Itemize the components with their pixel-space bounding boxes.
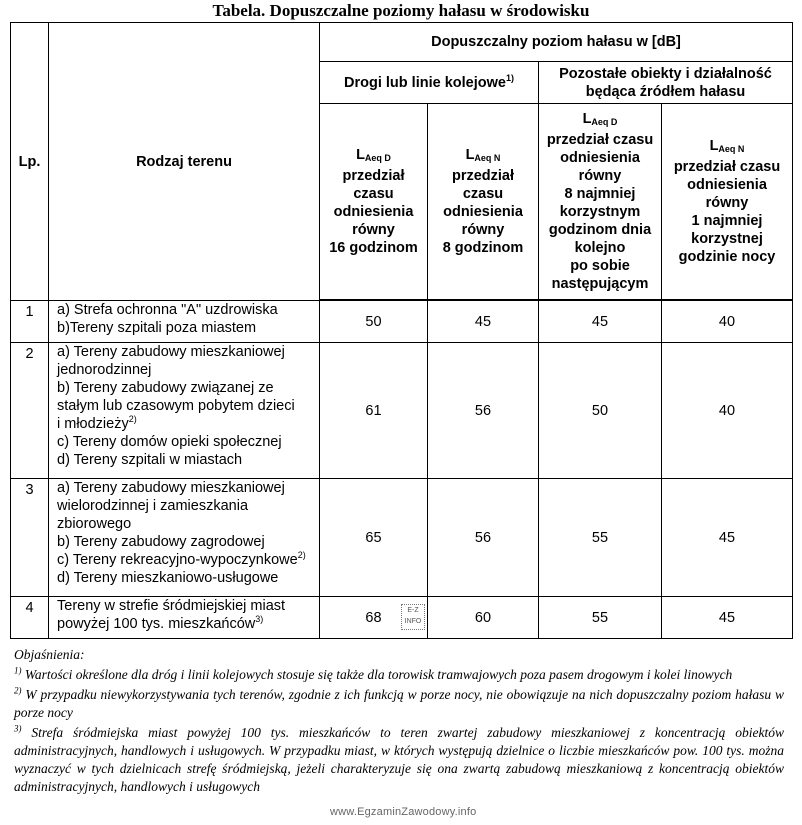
terrain-text: a) Tereny zabudowy mieszkaniowej xyxy=(57,480,285,496)
table-row xyxy=(11,343,793,479)
noise-value: 45 xyxy=(428,301,539,343)
footnote-ref: 1) xyxy=(505,72,514,83)
header-pozostale xyxy=(539,62,793,104)
table-row xyxy=(11,301,793,343)
terrain-line xyxy=(57,361,316,379)
terrain-line xyxy=(57,397,316,415)
footnote-2-text: W przypadku niewykorzystywania tych terenów, zgodnie z ich funkcją w porze nocy, nie obowiązuje na nich dopuszczalny poziom hałasu w porze nocy xyxy=(14,687,784,720)
header-col-laeqn-1-najmniej xyxy=(662,104,793,300)
header-col-line: godzinie nocy xyxy=(678,249,776,265)
header-rodzaj-terenu: Rodzaj terenu xyxy=(49,23,320,301)
level-symbol-letter: L xyxy=(709,138,719,154)
terrain-line xyxy=(57,569,316,587)
header-dopuszczalny-poziom: Dopuszczalny poziom hałasu w [dB] xyxy=(320,23,793,62)
terrain-text: d) Tereny mieszkaniowo-usługowe xyxy=(57,570,279,586)
header-col-line: równy xyxy=(578,168,622,184)
header-col-line: odniesienia xyxy=(333,204,414,220)
header-pozostale-line: Pozostałe obiekty i działalność xyxy=(559,65,772,82)
qr-code-mark xyxy=(401,604,425,630)
terrain-text: Tereny w strefie śródmiejskiej miast xyxy=(57,598,286,614)
footnote-ref: 2) xyxy=(128,414,137,425)
terrain-text: a) Tereny zabudowy mieszkaniowej xyxy=(57,344,285,360)
terrain-line xyxy=(57,343,316,361)
noise-value: 68 xyxy=(320,597,428,639)
terrain-text: b)Tereny szpitali poza miastem xyxy=(57,320,257,336)
row-lp: 3 xyxy=(11,479,49,597)
header-drogi-label: Drogi lub linie kolejowe xyxy=(344,74,506,91)
header-col-line: następującym xyxy=(551,276,649,292)
level-symbol-letter: L xyxy=(356,147,365,163)
header-col-line: kolejno xyxy=(574,240,626,256)
footnote-1 xyxy=(14,666,784,684)
row-rodzaj-terenu xyxy=(49,597,320,639)
terrain-line xyxy=(57,533,316,551)
noise-value: 50 xyxy=(320,301,428,343)
terrain-line xyxy=(57,497,316,515)
qr-text: E-Z xyxy=(407,607,419,614)
row-rodzaj-terenu xyxy=(49,301,320,343)
terrain-text: c) Tereny rekreacyjno-wypoczynkowe xyxy=(57,552,298,568)
level-symbol-letter: L xyxy=(465,147,475,163)
noise-value: 55 xyxy=(539,479,662,597)
row-rodzaj-terenu xyxy=(49,343,320,479)
footnote-3-mark: 3) xyxy=(14,723,22,734)
terrain-text: a) Strefa ochronna "A" uzdrowiska xyxy=(57,302,278,318)
terrain-line xyxy=(57,379,316,397)
header-col-line: przedział czasu xyxy=(546,132,654,148)
header-col-laeqd-8-najmniej xyxy=(539,104,662,300)
explanations-heading: Objaśnienia: xyxy=(14,647,85,662)
noise-value: 45 xyxy=(662,479,793,597)
header-col-line: równy xyxy=(705,195,749,211)
noise-value: 45 xyxy=(539,301,662,343)
terrain-line xyxy=(57,615,316,633)
header-col-line: korzystnej xyxy=(691,231,763,247)
noise-value: 65 xyxy=(320,479,428,597)
terrain-line xyxy=(57,597,316,615)
header-col-laeqn-8h xyxy=(428,104,539,300)
footnote-ref: 3) xyxy=(255,614,264,625)
terrain-text: jednorodzinnej xyxy=(57,362,152,378)
noise-value: 56 xyxy=(428,479,539,597)
terrain-text: b) Tereny zabudowy zagrodowej xyxy=(57,534,265,550)
header-col-line: 1 najmniej xyxy=(691,213,763,229)
terrain-text: stałym lub czasowym pobytem dzieci xyxy=(57,398,295,414)
level-symbol xyxy=(323,146,424,167)
terrain-text: powyżej 100 tys. mieszkańców xyxy=(57,616,256,632)
qr-text: INFO xyxy=(404,618,422,625)
noise-value: 61 xyxy=(320,343,428,479)
header-col-line: odniesienia xyxy=(687,177,767,193)
watermark: www.EgzaminZawodowy.info xyxy=(330,806,477,818)
row-lp: 1 xyxy=(11,301,49,343)
level-symbol xyxy=(542,110,658,131)
footnote-1-mark: 1) xyxy=(14,665,22,676)
terrain-text: i młodzieży xyxy=(57,416,129,432)
noise-value: 45 xyxy=(662,597,793,639)
noise-value: 40 xyxy=(662,301,793,343)
header-col-line: 8 godzinom xyxy=(442,240,524,256)
level-symbol-subscript: Aeq D xyxy=(364,153,391,163)
level-symbol-subscript: Aeq D xyxy=(591,117,618,127)
header-drogi xyxy=(320,62,539,104)
footnote-ref: 2) xyxy=(297,550,306,561)
noise-value: 60 xyxy=(428,597,539,639)
header-col-line: czasu xyxy=(462,186,504,202)
noise-value: 55 xyxy=(539,597,662,639)
noise-value: 50 xyxy=(539,343,662,479)
noise-value: 56 xyxy=(428,343,539,479)
level-symbol-letter: L xyxy=(582,111,592,127)
terrain-line xyxy=(57,415,316,433)
table-title: Tabela. Dopuszczalne poziomy hałasu w środowisku xyxy=(212,1,590,20)
header-col-line: równy xyxy=(352,222,395,238)
terrain-text: wielorodzinnej i zamieszkania xyxy=(57,498,249,514)
header-col-line: odniesienia xyxy=(443,204,523,220)
terrain-line xyxy=(57,433,316,451)
table-row xyxy=(11,479,793,597)
terrain-text: d) Tereny szpitali w miastach xyxy=(57,452,243,468)
footnote-3 xyxy=(14,724,784,796)
header-lp: Lp. xyxy=(11,23,49,301)
terrain-text: b) Tereny zabudowy związanej ze xyxy=(57,380,274,396)
row-rodzaj-terenu xyxy=(49,479,320,597)
terrain-text: zbiorowego xyxy=(57,516,132,532)
header-col-line: przedział czasu xyxy=(673,159,781,175)
terrain-line xyxy=(57,319,316,337)
level-symbol-subscript: Aeq N xyxy=(718,144,745,154)
header-col-line: godzinom dnia xyxy=(548,222,652,238)
row-lp: 4 xyxy=(11,597,49,639)
level-symbol xyxy=(431,146,535,167)
footnote-3-text: Strefa śródmiejska miast powyżej 100 tys. mieszkańców to teren zwartej zabudowy mieszkaniowej z koncentracją obiektów administracyjnych, handlowych i usługowych. W przypadku miast, w których występują dzielnice o liczbie mieszkańców pow. 100 tys. można wyznaczyć w tych dzielnicach strefę śródmiejską, jeżeli charakteryzuje się ona zwartą zabudową mieszkaniową z koncentracją obiektów administracyjnych, handlowych i usługowych xyxy=(14,725,784,794)
header-col-line: czasu xyxy=(353,186,394,202)
terrain-line xyxy=(57,479,316,497)
explanations xyxy=(14,646,784,798)
header-col-line: 16 godzinom xyxy=(329,240,418,256)
header-col-line: po sobie xyxy=(570,258,630,274)
terrain-line xyxy=(57,301,316,319)
level-symbol xyxy=(665,137,789,158)
header-pozostale-line: będąca źródłem hałasu xyxy=(585,83,746,100)
footnote-2 xyxy=(14,686,784,722)
footnote-2-mark: 2) xyxy=(14,685,22,696)
footnote-1-text: Wartości określone dla dróg i linii kolejowych stosuje się także dla torowisk tramwajowych poza pasem drogowym i kolei linowych xyxy=(21,667,733,682)
header-col-line: przedział xyxy=(342,168,405,184)
level-symbol-subscript: Aeq N xyxy=(474,153,501,163)
header-col-laeqd-16h xyxy=(320,104,428,300)
noise-value: 40 xyxy=(662,343,793,479)
header-col-line: przedział xyxy=(451,168,515,184)
header-col-line: równy xyxy=(461,222,505,238)
header-col-line: odniesienia xyxy=(560,150,640,166)
row-lp: 2 xyxy=(11,343,49,479)
terrain-line xyxy=(57,451,316,469)
noise-levels-table xyxy=(10,22,793,639)
terrain-line xyxy=(57,551,316,569)
terrain-text: c) Tereny domów opieki społecznej xyxy=(57,434,282,450)
terrain-line xyxy=(57,515,316,533)
header-col-line: 8 najmniej xyxy=(564,186,636,202)
header-col-line: korzystnym xyxy=(559,204,641,220)
